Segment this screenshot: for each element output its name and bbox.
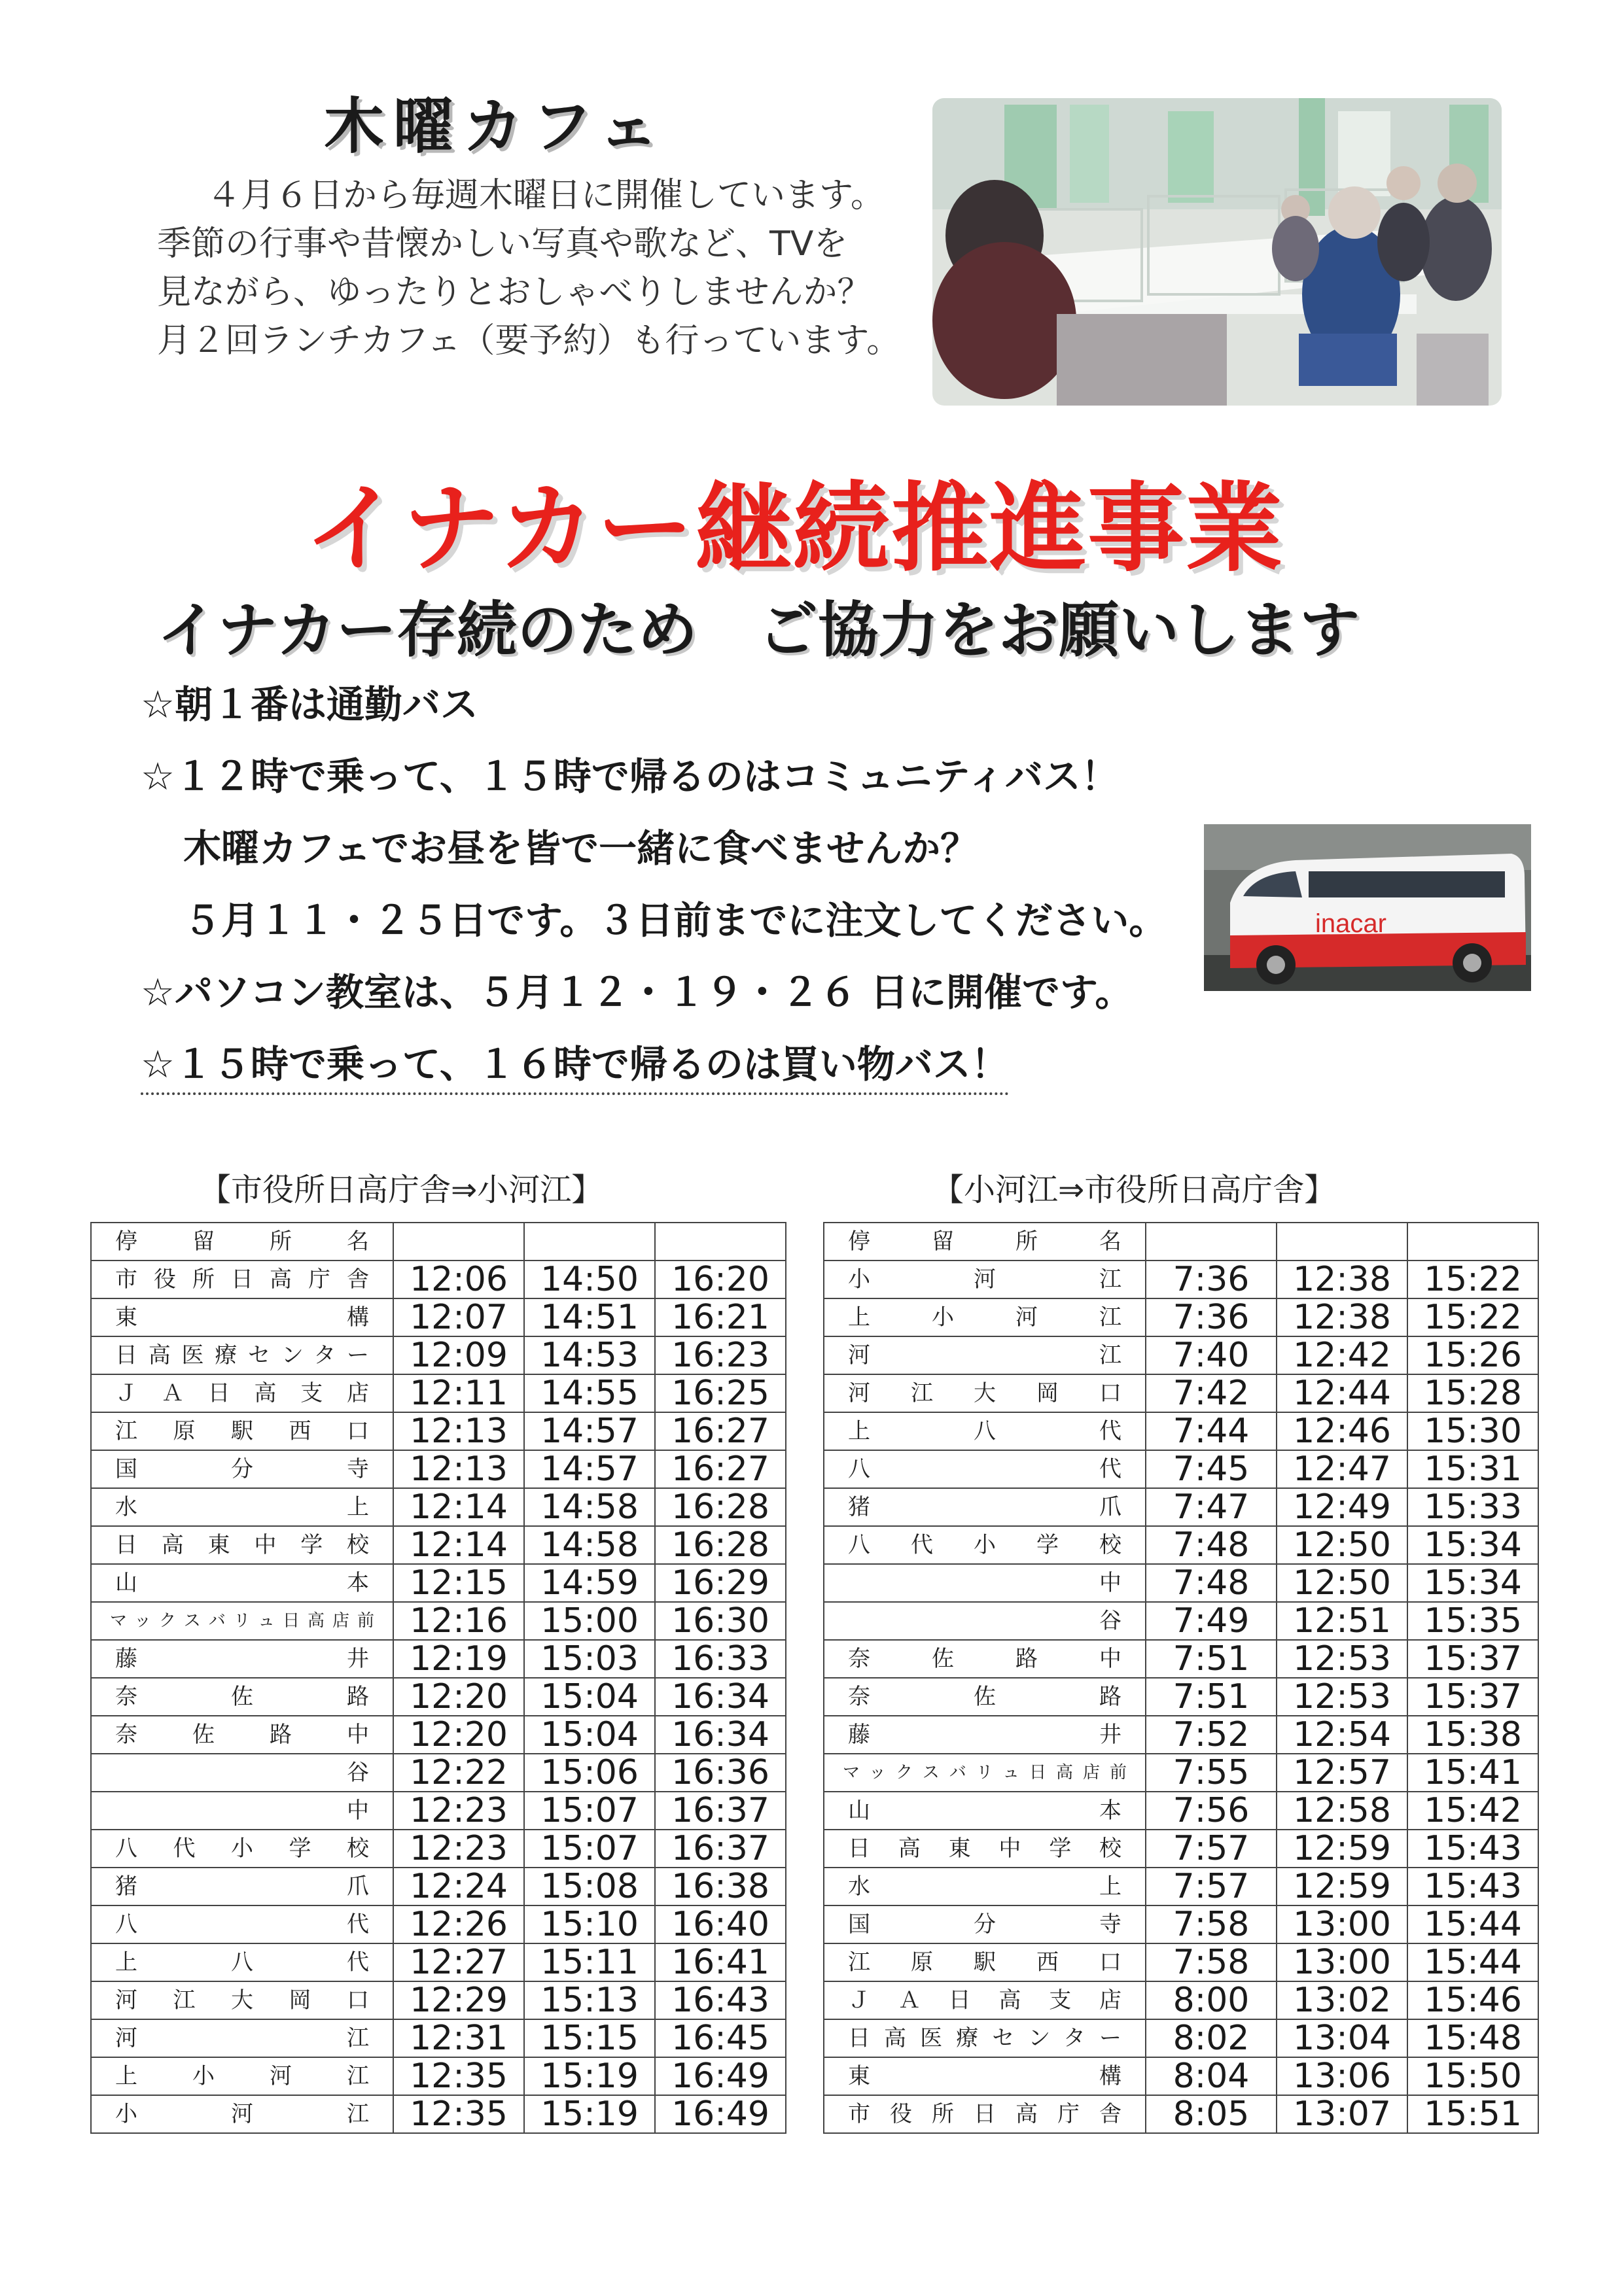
table-row: [91, 2057, 786, 2095]
departure-time: 12:50: [1277, 1526, 1407, 1564]
stop-name: 八代: [91, 1905, 393, 1943]
timetable-left-caption: 【市役所日高庁舎⇒小河江】: [200, 1172, 603, 1208]
table-row: [824, 1943, 1538, 1981]
stop-name: 中: [824, 1564, 1146, 1602]
departure-time: 14:53: [524, 1336, 655, 1374]
departure-time: 7:52: [1146, 1716, 1277, 1754]
departure-time: 15:15: [524, 2019, 655, 2057]
departure-time: 15:44: [1407, 1943, 1538, 1981]
stop-name: 奈佐路: [824, 1678, 1146, 1716]
stop-name: 水上: [824, 1868, 1146, 1905]
departure-time: 12:49: [1277, 1488, 1407, 1526]
table-row: [91, 1905, 786, 1943]
departure-time: 12:58: [1277, 1792, 1407, 1830]
table-row: [824, 1412, 1538, 1450]
departure-time: 15:22: [1407, 1261, 1538, 1298]
departure-time: 12:53: [1277, 1678, 1407, 1716]
departure-time: 12:59: [1277, 1868, 1407, 1905]
stop-name: 山本: [824, 1792, 1146, 1830]
bullet-cafe-lunch: 木曜カフェでお昼を皆で一緒に食べませんか？: [183, 826, 979, 871]
departure-time: 13:04: [1277, 2019, 1407, 2057]
table-row: [91, 1374, 786, 1412]
stop-name: 市役所日高庁舎: [91, 1261, 393, 1298]
departure-time: 16:37: [655, 1830, 786, 1868]
departure-time: 12:22: [393, 1754, 524, 1792]
departure-time: 7:56: [1146, 1792, 1277, 1830]
stop-name: ＪＡ日高支店: [824, 1981, 1146, 2019]
table-row: [91, 1336, 786, 1374]
departure-time: 15:46: [1407, 1981, 1538, 2019]
main-title: イナカー継続推進事業: [304, 472, 1284, 585]
table-row: [91, 1981, 786, 2019]
stop-name: 中: [91, 1792, 393, 1830]
table-row: [824, 2019, 1538, 2057]
table-row: [91, 1716, 786, 1754]
departure-time: 12:44: [1277, 1374, 1407, 1412]
table-row: [824, 1716, 1538, 1754]
stop-name: 藤井: [824, 1716, 1146, 1754]
departure-time: 15:42: [1407, 1792, 1538, 1830]
departure-time: 12:51: [1277, 1602, 1407, 1640]
departure-time: 16:43: [655, 1981, 786, 2019]
departure-time: 15:07: [524, 1830, 655, 1868]
bus-logo: inacar: [1315, 909, 1386, 938]
stop-name: 谷: [91, 1754, 393, 1792]
table-row: [824, 1488, 1538, 1526]
departure-time: 15:19: [524, 2057, 655, 2095]
stop-name: 江原駅西口: [824, 1943, 1146, 1981]
departure-time: 15:11: [524, 1943, 655, 1981]
departure-time: 12:42: [1277, 1336, 1407, 1374]
departure-time: 12:09: [393, 1336, 524, 1374]
departure-time: 15:10: [524, 1905, 655, 1943]
table-row: [91, 1564, 786, 1602]
departure-time: 12:16: [393, 1602, 524, 1640]
departure-time: 15:34: [1407, 1526, 1538, 1564]
table-row: [824, 1261, 1538, 1298]
departure-time: 12:23: [393, 1830, 524, 1868]
departure-time: 12:38: [1277, 1298, 1407, 1336]
stop-name: 谷: [824, 1602, 1146, 1640]
departure-time: 13:02: [1277, 1981, 1407, 2019]
table-row: [91, 1640, 786, 1678]
stop-name: 八代: [824, 1450, 1146, 1488]
table-row: [91, 2019, 786, 2057]
departure-time: 15:04: [524, 1678, 655, 1716]
table-row: [91, 1488, 786, 1526]
departure-time: 7:57: [1146, 1830, 1277, 1868]
stop-name: 国分寺: [91, 1450, 393, 1488]
bullet-shopping-bus: ☆１５時で乗って、１６時で帰るのは買い物バス！: [141, 1034, 1009, 1095]
departure-time: 7:58: [1146, 1943, 1277, 1981]
departure-time: 15:13: [524, 1981, 655, 2019]
stop-name: 八代小学校: [824, 1526, 1146, 1564]
table-row: [824, 2057, 1538, 2095]
departure-time: 15:31: [1407, 1450, 1538, 1488]
time-header-cell: [1146, 1223, 1277, 1261]
departure-time: 15:50: [1407, 2057, 1538, 2095]
departure-time: 14:57: [524, 1412, 655, 1450]
stop-name: 国分寺: [824, 1905, 1146, 1943]
time-header-cell: [655, 1223, 786, 1261]
cafe-line: ４月６日から毎週木曜日に開催しています。: [207, 176, 885, 215]
departure-time: 7:36: [1146, 1261, 1277, 1298]
stop-name: 日高医療センター: [91, 1336, 393, 1374]
table-row: [91, 1830, 786, 1868]
stop-name: 小河江: [91, 2095, 393, 2133]
departure-time: 7:45: [1146, 1450, 1277, 1488]
departure-time: 8:02: [1146, 2019, 1277, 2057]
departure-time: 7:51: [1146, 1640, 1277, 1678]
departure-time: 15:22: [1407, 1298, 1538, 1336]
table-row: [824, 1374, 1538, 1412]
table-row: [824, 1754, 1538, 1792]
departure-time: 12:14: [393, 1488, 524, 1526]
table-row: [91, 1868, 786, 1905]
departure-time: 12:35: [393, 2057, 524, 2095]
time-header-cell: [1277, 1223, 1407, 1261]
table-row: [824, 1981, 1538, 2019]
departure-time: 7:36: [1146, 1298, 1277, 1336]
stop-name: 奈佐路中: [91, 1716, 393, 1754]
stop-name: 奈佐路中: [824, 1640, 1146, 1678]
departure-time: 12:31: [393, 2019, 524, 2057]
bullet-pc-class: ☆パソコン教室は、５月１２・１９・２６ 日に開催です。: [141, 970, 1133, 1015]
departure-time: 16:45: [655, 2019, 786, 2057]
departure-time: 15:37: [1407, 1640, 1538, 1678]
stop-name: 小河江: [824, 1261, 1146, 1298]
table-row: [91, 1792, 786, 1830]
cafe-description: [157, 171, 923, 365]
departure-time: 16:37: [655, 1792, 786, 1830]
departure-time: 15:41: [1407, 1754, 1538, 1792]
departure-time: 7:40: [1146, 1336, 1277, 1374]
departure-time: 15:00: [524, 1602, 655, 1640]
stop-name: 日高医療センター: [824, 2019, 1146, 2057]
departure-time: 12:57: [1277, 1754, 1407, 1792]
departure-time: 7:57: [1146, 1868, 1277, 1905]
departure-time: 12:20: [393, 1678, 524, 1716]
stop-name: 八代小学校: [91, 1830, 393, 1868]
departure-time: 12:46: [1277, 1412, 1407, 1450]
stop-name: 河江: [91, 2019, 393, 2057]
departure-time: 15:33: [1407, 1488, 1538, 1526]
departure-time: 14:55: [524, 1374, 655, 1412]
table-row: [824, 1298, 1538, 1336]
departure-time: 16:20: [655, 1261, 786, 1298]
departure-time: 16:27: [655, 1450, 786, 1488]
departure-time: 16:30: [655, 1602, 786, 1640]
departure-time: 15:35: [1407, 1602, 1538, 1640]
departure-time: 8:05: [1146, 2095, 1277, 2133]
stop-name: 奈佐路: [91, 1678, 393, 1716]
departure-time: 12:50: [1277, 1564, 1407, 1602]
departure-time: 14:50: [524, 1261, 655, 1298]
table-row: [824, 1905, 1538, 1943]
stop-name: 猪爪: [91, 1868, 393, 1905]
table-row: [824, 2095, 1538, 2133]
cafe-title: 木曜カフェ: [324, 92, 668, 162]
departure-time: 12:59: [1277, 1830, 1407, 1868]
departure-time: 12:23: [393, 1792, 524, 1830]
table-row: [824, 1450, 1538, 1488]
stop-name: 東構: [824, 2057, 1146, 2095]
departure-time: 15:37: [1407, 1678, 1538, 1716]
table-row: [91, 1298, 786, 1336]
departure-time: 12:53: [1277, 1640, 1407, 1678]
departure-time: 15:19: [524, 2095, 655, 2133]
departure-time: 7:47: [1146, 1488, 1277, 1526]
cafe-photo: [932, 98, 1502, 406]
stop-name: 水上: [91, 1488, 393, 1526]
departure-time: 12:29: [393, 1981, 524, 2019]
departure-time: 12:15: [393, 1564, 524, 1602]
departure-time: 12:14: [393, 1526, 524, 1564]
stop-name: 日高東中学校: [824, 1830, 1146, 1868]
stop-name: 河江: [824, 1336, 1146, 1374]
departure-time: 13:06: [1277, 2057, 1407, 2095]
table-row: [824, 1336, 1538, 1374]
departure-time: 16:23: [655, 1336, 786, 1374]
stop-name-header: 停留所名: [824, 1223, 1146, 1261]
departure-time: 16:36: [655, 1754, 786, 1792]
departure-time: 15:43: [1407, 1868, 1538, 1905]
departure-time: 12:06: [393, 1261, 524, 1298]
table-row: [824, 1830, 1538, 1868]
departure-time: 15:51: [1407, 2095, 1538, 2133]
departure-time: 8:00: [1146, 1981, 1277, 2019]
table-row: [91, 1412, 786, 1450]
stop-name: 上小河江: [91, 2057, 393, 2095]
departure-time: 7:48: [1146, 1564, 1277, 1602]
time-header-cell: [524, 1223, 655, 1261]
stop-name: 河江大岡口: [91, 1981, 393, 2019]
timetable-right-caption: 【小河江⇒市役所日高庁舎】: [932, 1172, 1336, 1208]
departure-time: 13:00: [1277, 1943, 1407, 1981]
departure-time: 16:41: [655, 1943, 786, 1981]
stop-name: 山本: [91, 1564, 393, 1602]
time-header-cell: [393, 1223, 524, 1261]
departure-time: 16:27: [655, 1412, 786, 1450]
departure-time: 16:29: [655, 1564, 786, 1602]
departure-time: 15:28: [1407, 1374, 1538, 1412]
departure-time: 15:48: [1407, 2019, 1538, 2057]
departure-time: 15:07: [524, 1792, 655, 1830]
departure-time: 15:04: [524, 1716, 655, 1754]
table-row: [91, 1261, 786, 1298]
departure-time: 8:04: [1146, 2057, 1277, 2095]
departure-time: 7:42: [1146, 1374, 1277, 1412]
departure-time: 16:34: [655, 1716, 786, 1754]
departure-time: 15:44: [1407, 1905, 1538, 1943]
departure-time: 16:28: [655, 1526, 786, 1564]
departure-time: 7:58: [1146, 1905, 1277, 1943]
departure-time: 7:49: [1146, 1602, 1277, 1640]
timetable-right: [823, 1222, 1539, 2134]
stop-name: マックスバリュ日高店前: [824, 1754, 1146, 1792]
time-header-cell: [1407, 1223, 1538, 1261]
stop-name: 東構: [91, 1298, 393, 1336]
stop-name-header: 停留所名: [91, 1223, 393, 1261]
departure-time: 12:35: [393, 2095, 524, 2133]
departure-time: 14:57: [524, 1450, 655, 1488]
departure-time: 13:00: [1277, 1905, 1407, 1943]
departure-time: 12:24: [393, 1868, 524, 1905]
bullet-lunch-dates: ５月１１・２５日です。３日前までに注文してください。: [183, 898, 1167, 943]
departure-time: 15:06: [524, 1754, 655, 1792]
departure-time: 14:58: [524, 1488, 655, 1526]
departure-time: 16:28: [655, 1488, 786, 1526]
subtitle: イナカー存続のため ご協力をお願いします: [157, 595, 1360, 665]
table-row: [91, 2095, 786, 2133]
departure-time: 12:11: [393, 1374, 524, 1412]
departure-time: 14:58: [524, 1526, 655, 1564]
stop-name: 市役所日高庁舎: [824, 2095, 1146, 2133]
table-row: [824, 1602, 1538, 1640]
table-row: [824, 1678, 1538, 1716]
departure-time: 12:27: [393, 1943, 524, 1981]
table-row: [91, 1526, 786, 1564]
cafe-line: 見ながら、ゆったりとおしゃべりしませんか？: [157, 273, 872, 312]
departure-time: 14:51: [524, 1298, 655, 1336]
timetable-header-row: [91, 1223, 786, 1261]
departure-time: 13:07: [1277, 2095, 1407, 2133]
departure-time: 16:34: [655, 1678, 786, 1716]
stop-name: 上小河江: [824, 1298, 1146, 1336]
departure-time: 15:43: [1407, 1830, 1538, 1868]
stop-name: 上八代: [824, 1412, 1146, 1450]
table-row: [91, 1602, 786, 1640]
departure-time: 16:38: [655, 1868, 786, 1905]
departure-time: 16:33: [655, 1640, 786, 1678]
departure-time: 12:54: [1277, 1716, 1407, 1754]
departure-time: 12:07: [393, 1298, 524, 1336]
stop-name: 江原駅西口: [91, 1412, 393, 1450]
departure-time: 15:08: [524, 1868, 655, 1905]
departure-time: 16:49: [655, 2057, 786, 2095]
departure-time: 7:44: [1146, 1412, 1277, 1450]
departure-time: 15:26: [1407, 1336, 1538, 1374]
table-row: [824, 1792, 1538, 1830]
departure-time: 16:21: [655, 1298, 786, 1336]
table-row: [824, 1868, 1538, 1905]
stop-name: 藤井: [91, 1640, 393, 1678]
departure-time: 12:13: [393, 1450, 524, 1488]
timetable-header-row: [824, 1223, 1538, 1261]
table-row: [824, 1564, 1538, 1602]
table-row: [824, 1640, 1538, 1678]
departure-time: 15:30: [1407, 1412, 1538, 1450]
table-row: [824, 1526, 1538, 1564]
departure-time: 12:26: [393, 1905, 524, 1943]
departure-time: 15:34: [1407, 1564, 1538, 1602]
stop-name: 日高東中学校: [91, 1526, 393, 1564]
departure-time: 15:03: [524, 1640, 655, 1678]
table-row: [91, 1450, 786, 1488]
departure-time: 7:55: [1146, 1754, 1277, 1792]
departure-time: 16:49: [655, 2095, 786, 2133]
stop-name: 上八代: [91, 1943, 393, 1981]
departure-time: 12:13: [393, 1412, 524, 1450]
cafe-line: 季節の行事や昔懐かしい写真や歌など、TVを: [157, 224, 848, 264]
table-row: [91, 1678, 786, 1716]
table-row: [91, 1754, 786, 1792]
departure-time: 12:47: [1277, 1450, 1407, 1488]
bullet-commute-bus: ☆朝１番は通勤バス: [141, 682, 478, 727]
bus-photo: [1204, 824, 1531, 991]
departure-time: 12:20: [393, 1716, 524, 1754]
departure-time: 16:25: [655, 1374, 786, 1412]
departure-time: 16:40: [655, 1905, 786, 1943]
bullet-community-bus: ☆１２時で乗って、１５時で帰るのはコミュニティバス！: [141, 754, 1120, 799]
stop-name: マックスバリュ日高店前: [91, 1602, 393, 1640]
departure-time: 14:59: [524, 1564, 655, 1602]
stop-name: 河江大岡口: [824, 1374, 1146, 1412]
stop-name: 猪爪: [824, 1488, 1146, 1526]
departure-time: 15:38: [1407, 1716, 1538, 1754]
cafe-line: 月２回ランチカフェ（要予約）も行っています。: [157, 321, 901, 360]
table-row: [91, 1943, 786, 1981]
departure-time: 7:48: [1146, 1526, 1277, 1564]
departure-time: 7:51: [1146, 1678, 1277, 1716]
departure-time: 12:38: [1277, 1261, 1407, 1298]
timetable-left: [90, 1222, 786, 2134]
departure-time: 12:19: [393, 1640, 524, 1678]
stop-name: ＪＡ日高支店: [91, 1374, 393, 1412]
